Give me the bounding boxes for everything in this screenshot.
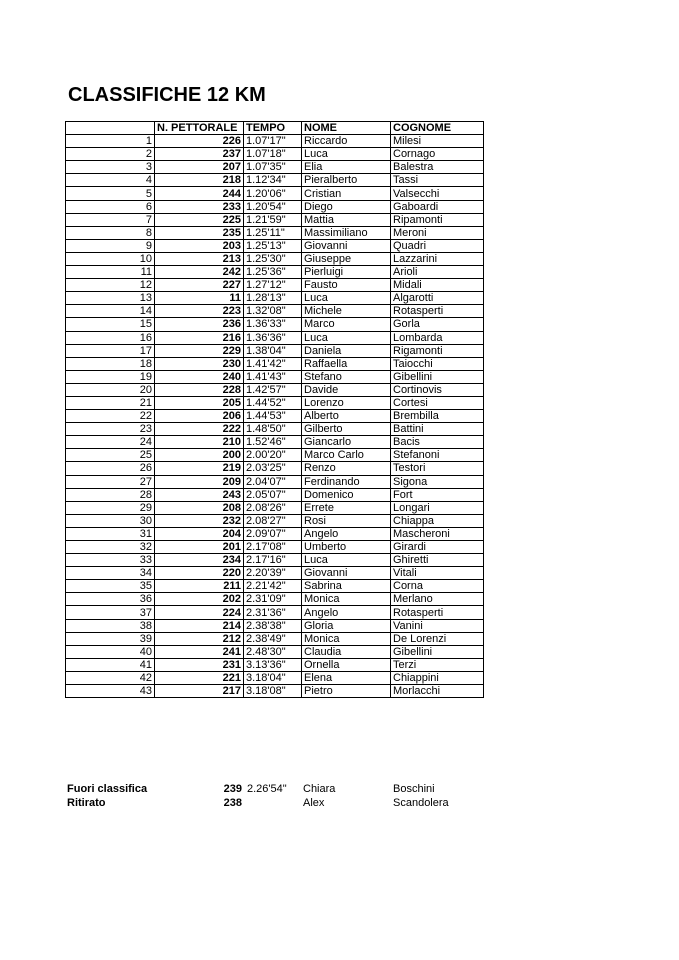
bib-cell: 243 (155, 488, 244, 501)
time-cell: 1.36'36" (244, 331, 302, 344)
footer-bib: 239 (223, 783, 242, 795)
table-row (66, 580, 484, 593)
position-cell: 4 (66, 174, 155, 187)
table-row (66, 501, 484, 514)
bib-cell: 205 (155, 396, 244, 409)
name-cell: Ferdinando (302, 475, 391, 488)
name-cell: Giovanni (302, 567, 391, 580)
bib-cell: 231 (155, 658, 244, 671)
name-cell: Michele (302, 305, 391, 318)
position-cell: 43 (66, 685, 155, 698)
position-cell: 12 (66, 279, 155, 292)
table-row (66, 423, 484, 436)
surname-cell: Cortinovis (391, 383, 484, 396)
table-row (66, 567, 484, 580)
surname-cell: Bacis (391, 436, 484, 449)
position-cell: 11 (66, 266, 155, 279)
position-cell: 1 (66, 135, 155, 148)
bib-cell: 222 (155, 423, 244, 436)
position-cell: 7 (66, 213, 155, 226)
bib-cell: 217 (155, 685, 244, 698)
table-row (66, 475, 484, 488)
table-row (66, 396, 484, 409)
bib-cell: 207 (155, 161, 244, 174)
surname-cell: Tassi (391, 174, 484, 187)
table-row (66, 593, 484, 606)
bib-cell: 229 (155, 344, 244, 357)
time-cell: 1.07'18" (244, 148, 302, 161)
table-row (66, 331, 484, 344)
bib-cell: 237 (155, 148, 244, 161)
position-cell: 13 (66, 292, 155, 305)
bib-cell: 232 (155, 514, 244, 527)
position-cell: 6 (66, 200, 155, 213)
surname-cell: Ripamonti (391, 213, 484, 226)
name-cell: Marco (302, 318, 391, 331)
surname-cell: Gorla (391, 318, 484, 331)
table-row (66, 527, 484, 540)
surname-cell: Rotasperti (391, 305, 484, 318)
time-cell: 1.25'30" (244, 252, 302, 265)
bib-cell: 244 (155, 187, 244, 200)
surname-cell: Corna (391, 580, 484, 593)
table-header-row (66, 122, 484, 135)
position-cell: 9 (66, 239, 155, 252)
position-cell: 32 (66, 541, 155, 554)
position-cell: 30 (66, 514, 155, 527)
time-cell: 1.25'36" (244, 266, 302, 279)
surname-cell: Lombarda (391, 331, 484, 344)
time-cell: 1.07'35" (244, 161, 302, 174)
position-cell: 18 (66, 357, 155, 370)
bib-cell: 214 (155, 619, 244, 632)
table-row (66, 161, 484, 174)
footer-surname: Scandolera (393, 797, 449, 809)
position-cell: 39 (66, 632, 155, 645)
bib-cell: 242 (155, 266, 244, 279)
name-cell: Errete (302, 501, 391, 514)
surname-cell: Midali (391, 279, 484, 292)
table-row (66, 645, 484, 658)
time-cell: 2.31'09" (244, 593, 302, 606)
table-row (66, 200, 484, 213)
page-title: CLASSIFICHE 12 KM (68, 84, 266, 106)
time-cell: 1.20'06" (244, 187, 302, 200)
surname-cell: Gibellini (391, 370, 484, 383)
footer-time: 2.26'54" (247, 783, 287, 795)
time-cell: 2.38'49" (244, 632, 302, 645)
bib-cell: 226 (155, 135, 244, 148)
position-cell: 38 (66, 619, 155, 632)
table-row (66, 135, 484, 148)
name-cell: Alberto (302, 410, 391, 423)
name-cell: Renzo (302, 462, 391, 475)
surname-cell: Vanini (391, 619, 484, 632)
name-cell: Giancarlo (302, 436, 391, 449)
time-cell: 1.44'52" (244, 396, 302, 409)
surname-cell: Meroni (391, 226, 484, 239)
name-cell: Diego (302, 200, 391, 213)
name-cell: Daniela (302, 344, 391, 357)
table-row (66, 554, 484, 567)
name-cell: Riccardo (302, 135, 391, 148)
surname-cell: Ghiretti (391, 554, 484, 567)
table-row (66, 239, 484, 252)
position-cell: 25 (66, 449, 155, 462)
position-cell: 21 (66, 396, 155, 409)
surname-cell: Gibellini (391, 645, 484, 658)
time-cell: 2.03'25" (244, 462, 302, 475)
position-cell: 19 (66, 370, 155, 383)
name-cell: Umberto (302, 541, 391, 554)
name-cell: Luca (302, 148, 391, 161)
name-cell: Monica (302, 593, 391, 606)
name-cell: Ornella (302, 658, 391, 671)
time-cell: 1.25'11" (244, 226, 302, 239)
name-cell: Sabrina (302, 580, 391, 593)
position-cell: 26 (66, 462, 155, 475)
name-cell: Gilberto (302, 423, 391, 436)
table-row (66, 226, 484, 239)
bib-cell: 209 (155, 475, 244, 488)
surname-cell: De Lorenzi (391, 632, 484, 645)
bib-cell: 234 (155, 554, 244, 567)
bib-cell: 206 (155, 410, 244, 423)
position-cell: 24 (66, 436, 155, 449)
name-cell: Marco Carlo (302, 449, 391, 462)
table-row (66, 541, 484, 554)
position-cell: 15 (66, 318, 155, 331)
surname-cell: Rigamonti (391, 344, 484, 357)
surname-cell: Milesi (391, 135, 484, 148)
surname-cell: Quadri (391, 239, 484, 252)
name-cell: Pietro (302, 685, 391, 698)
table-row (66, 305, 484, 318)
surname-cell: Arioli (391, 266, 484, 279)
surname-cell: Longari (391, 501, 484, 514)
time-cell: 1.44'53" (244, 410, 302, 423)
surname-cell: Testori (391, 462, 484, 475)
name-cell: Elia (302, 161, 391, 174)
time-cell: 1.41'43" (244, 370, 302, 383)
position-cell: 29 (66, 501, 155, 514)
time-cell: 1.07'17" (244, 135, 302, 148)
position-cell: 8 (66, 226, 155, 239)
table-row (66, 148, 484, 161)
position-cell: 41 (66, 658, 155, 671)
table-row (66, 370, 484, 383)
table-row (66, 252, 484, 265)
bib-cell: 204 (155, 527, 244, 540)
time-cell: 3.18'04" (244, 671, 302, 684)
surname-cell: Valsecchi (391, 187, 484, 200)
name-cell: Giovanni (302, 239, 391, 252)
time-cell: 2.08'26" (244, 501, 302, 514)
bib-cell: 218 (155, 174, 244, 187)
bib-cell: 224 (155, 606, 244, 619)
position-cell: 20 (66, 383, 155, 396)
time-cell: 1.32'08" (244, 305, 302, 318)
name-cell: Angelo (302, 606, 391, 619)
footer-name: Alex (303, 797, 325, 809)
bib-cell: 233 (155, 200, 244, 213)
name-cell: Luca (302, 331, 391, 344)
position-cell: 35 (66, 580, 155, 593)
time-cell: 2.17'08" (244, 541, 302, 554)
time-cell: 2.09'07" (244, 527, 302, 540)
table-row (66, 344, 484, 357)
name-cell: Claudia (302, 645, 391, 658)
bib-cell: 211 (155, 580, 244, 593)
name-cell: Stefano (302, 370, 391, 383)
position-cell: 33 (66, 554, 155, 567)
time-cell: 1.41'42" (244, 357, 302, 370)
position-cell: 2 (66, 148, 155, 161)
time-cell: 1.25'13" (244, 239, 302, 252)
bib-cell: 241 (155, 645, 244, 658)
name-cell: Angelo (302, 527, 391, 540)
position-cell: 28 (66, 488, 155, 501)
name-cell: Rosi (302, 514, 391, 527)
name-cell: Luca (302, 554, 391, 567)
time-cell: 2.05'07" (244, 488, 302, 501)
bib-cell: 203 (155, 239, 244, 252)
time-cell: 1.12'34" (244, 174, 302, 187)
position-cell: 42 (66, 671, 155, 684)
surname-cell: Algarotti (391, 292, 484, 305)
bib-cell: 236 (155, 318, 244, 331)
bib-cell: 11 (155, 292, 244, 305)
position-cell: 22 (66, 410, 155, 423)
time-cell: 2.17'16" (244, 554, 302, 567)
name-cell: Monica (302, 632, 391, 645)
footer-bib: 238 (223, 797, 242, 809)
surname-cell: Vitali (391, 567, 484, 580)
bib-cell: 210 (155, 436, 244, 449)
bib-cell: 223 (155, 305, 244, 318)
table-row (66, 632, 484, 645)
footer-surname: Boschini (393, 783, 435, 795)
surname-cell: Sigona (391, 475, 484, 488)
position-cell: 14 (66, 305, 155, 318)
bib-cell: 201 (155, 541, 244, 554)
name-cell: Luca (302, 292, 391, 305)
footer-name: Chiara (303, 783, 336, 795)
bib-cell: 221 (155, 671, 244, 684)
header-position (66, 122, 155, 135)
header-time: TEMPO (244, 122, 302, 135)
name-cell: Giuseppe (302, 252, 391, 265)
name-cell: Davide (302, 383, 391, 396)
results-table (65, 121, 484, 698)
table-row (66, 488, 484, 501)
bib-cell: 240 (155, 370, 244, 383)
position-cell: 40 (66, 645, 155, 658)
table-row (66, 671, 484, 684)
table-row (66, 266, 484, 279)
table-row (66, 606, 484, 619)
surname-cell: Mascheroni (391, 527, 484, 540)
surname-cell: Gaboardi (391, 200, 484, 213)
position-cell: 3 (66, 161, 155, 174)
name-cell: Gloria (302, 619, 391, 632)
time-cell: 2.31'36" (244, 606, 302, 619)
time-cell: 1.20'54" (244, 200, 302, 213)
name-cell: Domenico (302, 488, 391, 501)
surname-cell: Chiappini (391, 671, 484, 684)
position-cell: 37 (66, 606, 155, 619)
bib-cell: 228 (155, 383, 244, 396)
position-cell: 36 (66, 593, 155, 606)
table-row (66, 279, 484, 292)
table-row (66, 410, 484, 423)
surname-cell: Battini (391, 423, 484, 436)
table-row (66, 292, 484, 305)
position-cell: 34 (66, 567, 155, 580)
time-cell: 1.21'59" (244, 213, 302, 226)
time-cell: 1.52'46" (244, 436, 302, 449)
name-cell: Massimiliano (302, 226, 391, 239)
time-cell: 2.21'42" (244, 580, 302, 593)
position-cell: 23 (66, 423, 155, 436)
table-row (66, 318, 484, 331)
bib-cell: 208 (155, 501, 244, 514)
bib-cell: 200 (155, 449, 244, 462)
name-cell: Lorenzo (302, 396, 391, 409)
surname-cell: Lazzarini (391, 252, 484, 265)
time-cell: 1.36'33" (244, 318, 302, 331)
time-cell: 1.42'57" (244, 383, 302, 396)
table-row (66, 658, 484, 671)
surname-cell: Cortesi (391, 396, 484, 409)
footer-label: Fuori classifica (67, 783, 148, 795)
header-surname: COGNOME (391, 122, 484, 135)
bib-cell: 227 (155, 279, 244, 292)
table-row (66, 619, 484, 632)
time-cell: 2.20'39" (244, 567, 302, 580)
surname-cell: Rotasperti (391, 606, 484, 619)
table-row (66, 514, 484, 527)
position-cell: 27 (66, 475, 155, 488)
surname-cell: Taiocchi (391, 357, 484, 370)
surname-cell: Cornago (391, 148, 484, 161)
table-row (66, 357, 484, 370)
surname-cell: Morlacchi (391, 685, 484, 698)
surname-cell: Merlano (391, 593, 484, 606)
bib-cell: 230 (155, 357, 244, 370)
name-cell: Pierluigi (302, 266, 391, 279)
position-cell: 31 (66, 527, 155, 540)
table-row (66, 174, 484, 187)
name-cell: Raffaella (302, 357, 391, 370)
bib-cell: 212 (155, 632, 244, 645)
name-cell: Cristian (302, 187, 391, 200)
table-row (66, 685, 484, 698)
surname-cell: Brembilla (391, 410, 484, 423)
header-name: NOME (302, 122, 391, 135)
table-row (66, 187, 484, 200)
table-row (66, 436, 484, 449)
time-cell: 2.08'27" (244, 514, 302, 527)
bib-cell: 202 (155, 593, 244, 606)
bib-cell: 216 (155, 331, 244, 344)
bib-cell: 235 (155, 226, 244, 239)
surname-cell: Stefanoni (391, 449, 484, 462)
time-cell: 2.48'30" (244, 645, 302, 658)
bib-cell: 225 (155, 213, 244, 226)
time-cell: 2.38'38" (244, 619, 302, 632)
table-row (66, 383, 484, 396)
table-row (66, 449, 484, 462)
name-cell: Elena (302, 671, 391, 684)
table-row (66, 213, 484, 226)
time-cell: 1.48'50" (244, 423, 302, 436)
surname-cell: Chiappa (391, 514, 484, 527)
time-cell: 3.13'36" (244, 658, 302, 671)
time-cell: 1.27'12" (244, 279, 302, 292)
position-cell: 10 (66, 252, 155, 265)
footer-label: Ritirato (67, 797, 106, 809)
position-cell: 5 (66, 187, 155, 200)
time-cell: 2.00'20" (244, 449, 302, 462)
position-cell: 17 (66, 344, 155, 357)
surname-cell: Fort (391, 488, 484, 501)
time-cell: 2.04'07" (244, 475, 302, 488)
header-bib: N. PETTORALE (155, 122, 244, 135)
time-cell: 1.38'04" (244, 344, 302, 357)
position-cell: 16 (66, 331, 155, 344)
bib-cell: 219 (155, 462, 244, 475)
time-cell: 1.28'13" (244, 292, 302, 305)
name-cell: Pieralberto (302, 174, 391, 187)
bib-cell: 220 (155, 567, 244, 580)
bib-cell: 213 (155, 252, 244, 265)
name-cell: Fausto (302, 279, 391, 292)
surname-cell: Terzi (391, 658, 484, 671)
time-cell: 3.18'08" (244, 685, 302, 698)
table-row (66, 462, 484, 475)
surname-cell: Girardi (391, 541, 484, 554)
name-cell: Mattia (302, 213, 391, 226)
surname-cell: Balestra (391, 161, 484, 174)
